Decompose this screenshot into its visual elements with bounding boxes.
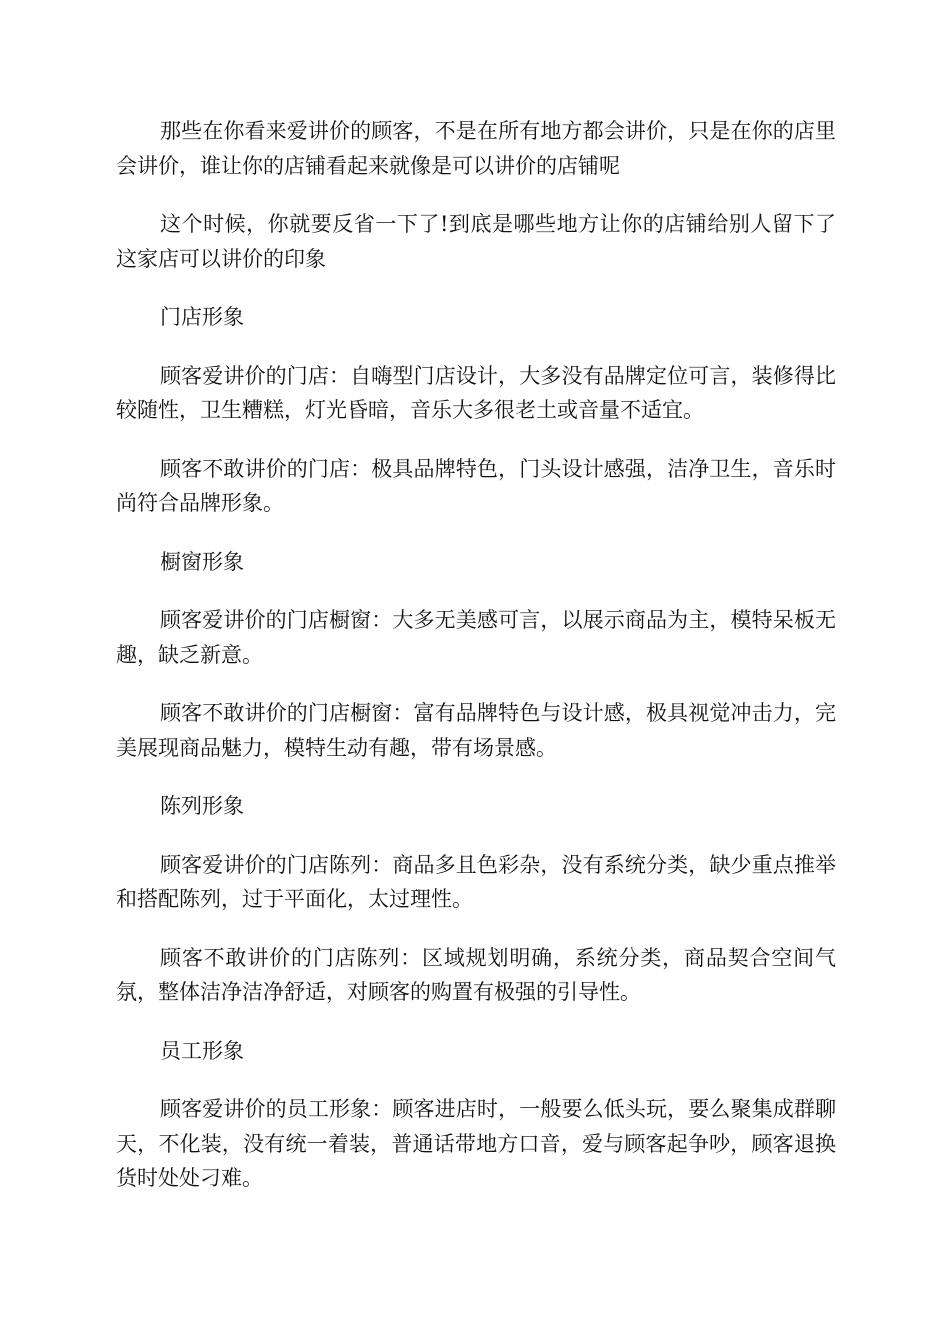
section-heading-store-image: 门店形象 [160, 305, 244, 329]
document-page [116, 114, 836, 1220]
staff-bargain-paragraph: 顾客爱讲价的员工形象：顾客进店时，一般要么低头玩，要么聚集成群聊天，不化装，没有统一着装，普通话带地方口音，爱与顾客起争吵，顾客退换货时处处刁难。 [116, 1097, 836, 1190]
store-no-bargain-paragraph: 顾客不敢讲价的门店：极具品牌特色，门头设计感强，洁净卫生，音乐时尚符合品牌形象。 [116, 456, 836, 515]
window-no-bargain-paragraph: 顾客不敢讲价的门店橱窗：富有品牌特色与设计感，极具视觉冲击力，完美展现商品魅力，模特生动有趣，带有场景感。 [116, 701, 836, 760]
display-no-bargain-paragraph: 顾客不敢讲价的门店陈列：区域规划明确，系统分类，商品契合空间气氛，整体洁净洁净舒适，对顾客的购置有极强的引导性。 [116, 945, 836, 1004]
section-heading-window-image: 橱窗形象 [160, 549, 244, 574]
window-bargain-paragraph: 顾客爱讲价的门店橱窗：大多无美感可言，以展示商品为主，模特呆板无趣，缺乏新意。 [116, 608, 836, 667]
section-heading-staff-image: 员工形象 [160, 1038, 244, 1063]
display-bargain-paragraph: 顾客爱讲价的门店陈列：商品多且色彩杂，没有系统分类，缺少重点推举和搭配陈列，过于平面化，太过理性。 [116, 852, 836, 911]
reflection-paragraph: 这个时候，你就要反省一下了!到底是哪些地方让你的店铺给别人留下了这家店可以讲价的印象 [116, 212, 836, 271]
store-bargain-paragraph: 顾客爱讲价的门店：自嗨型门店设计，大多没有品牌定位可言，装修得比较随性，卫生糟糕，灯光昏暗，音乐大多很老土或音量不适宜。 [116, 363, 836, 422]
intro-paragraph: 那些在你看来爱讲价的顾客，不是在所有地方都会讲价，只是在你的店里会讲价，谁让你的店铺看起来就像是可以讲价的店铺呢 [116, 119, 836, 178]
section-heading-display-image: 陈列形象 [160, 794, 244, 818]
